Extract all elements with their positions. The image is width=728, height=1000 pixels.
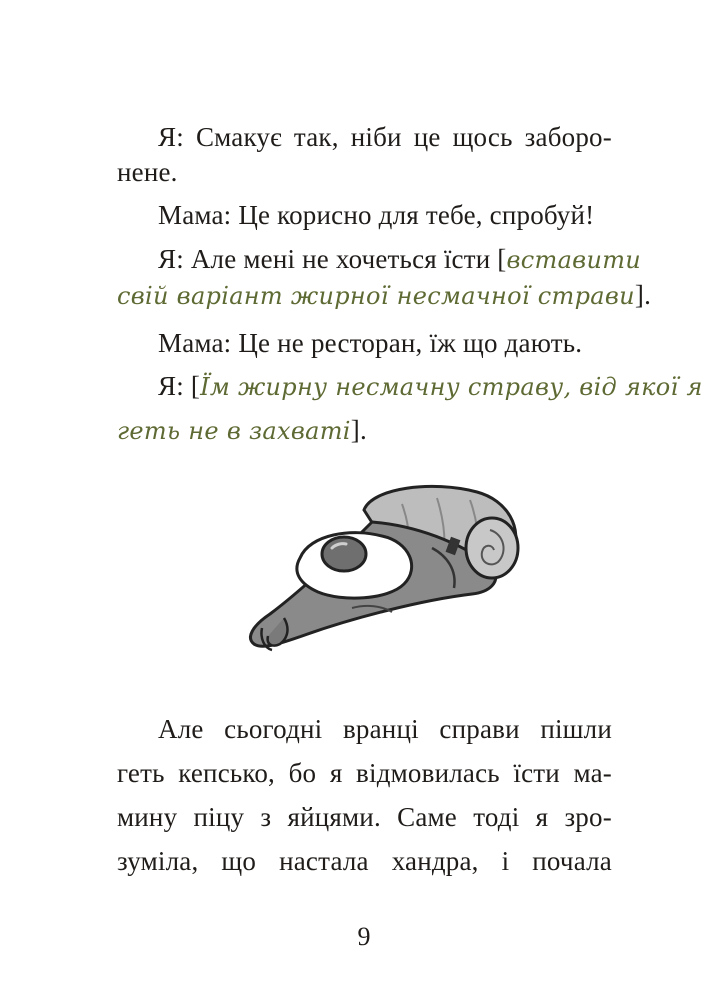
dialogue-line-7: Я: [Їм жирну несмачну страву, від якої я: [158, 371, 703, 401]
dialogue-line-3: Мама: Це корисно для тебе, спробуй!: [158, 200, 595, 230]
page-number: 9: [357, 922, 371, 951]
dialogue-line-8: геть не в захваті].: [117, 415, 367, 445]
speaker-me: Я:: [158, 122, 184, 152]
dialogue-line-4: Я: Але мені не хочеться їсти [вставити: [158, 244, 642, 274]
paragraph-line-2: геть кепсько, бо я відмовилась їсти ма-: [117, 758, 612, 788]
handwritten-insert: вставити: [506, 246, 642, 274]
dialogue-line-6: Мама: Це не ресторан, їж що дають.: [158, 328, 583, 358]
paragraph-line-4: зуміла, що настала хандра, і почала: [117, 846, 612, 876]
paragraph-line-3: мину піцу з яйцями. Саме тоді я зро-: [117, 802, 612, 832]
dialogue-line-5: свій варіант жирної несмачної страви].: [117, 280, 652, 310]
handwritten-insert: Їм жирну несмачну страву, від якої я: [200, 373, 703, 401]
pizza-slice-with-fried-egg-icon: [232, 478, 532, 668]
dialogue-line-2: нене.: [117, 157, 178, 187]
dialogue-line-1: Я: Смакує так, ніби це щось заборо-: [158, 122, 612, 152]
paragraph-line-1: Але сьогодні вранці справи пішли: [158, 714, 612, 744]
handwritten-insert: геть не в захваті: [117, 417, 351, 445]
handwritten-insert: свій варіант жирної несмачної страви: [117, 282, 635, 310]
